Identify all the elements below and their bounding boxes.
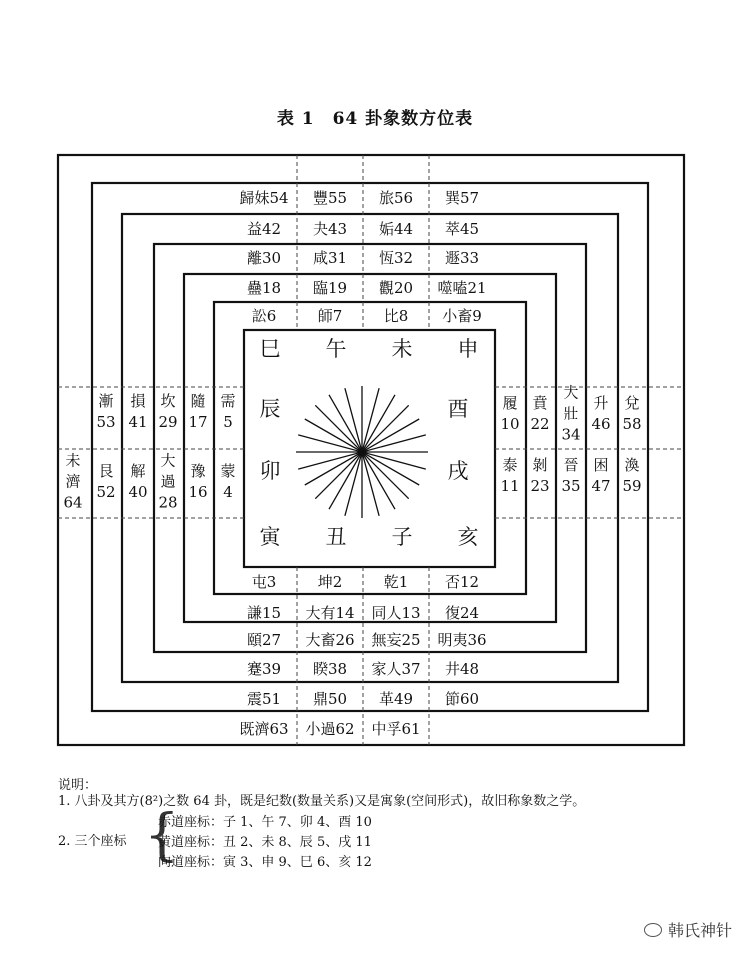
hexagram-right-upper-3: 升 46	[591, 394, 611, 433]
branch-left-0: 辰	[259, 397, 281, 421]
hexagram-bottom-4-3: 節60	[444, 690, 480, 708]
hexagram-left-lower-3: 大過 28	[158, 451, 178, 512]
hexagram-bottom-2-3: 明夷36	[437, 631, 487, 649]
hexagram-top-4-3: 小畜9	[442, 307, 482, 325]
hexagram-bottom-3-0: 蹇39	[246, 660, 282, 678]
hexagram-bottom-1-0: 謙15	[246, 604, 282, 622]
hexagram-left-lower-5: 蒙 4	[220, 462, 236, 501]
note-item-1: 1. 八卦及其方(8²)之数 64 卦，既是纪数(数量关系)又是寓象(空间形式)，故旧称象数之学。	[58, 794, 586, 809]
hexagram-bottom-1-3: 復24	[444, 604, 480, 622]
branch-right-1: 戌	[447, 459, 469, 483]
branch-top-0: 巳	[259, 337, 281, 361]
hexagram-bottom-1-2: 同人13	[371, 604, 421, 622]
hexagram-bottom-2-1: 大畜26	[305, 631, 355, 649]
hexagram-bottom-0-2: 乾1	[383, 573, 409, 591]
hexagram-bottom-0-3: 否12	[444, 573, 480, 591]
branch-bottom-1: 丑	[325, 525, 347, 549]
hexagram-bottom-1-1: 大有14	[305, 604, 355, 622]
hexagram-top-0-1: 豐55	[312, 189, 348, 207]
hexagram-top-0-2: 旅56	[378, 189, 414, 207]
hexagram-top-3-1: 臨19	[312, 279, 348, 297]
hexagram-top-0-0: 歸妹54	[239, 189, 289, 207]
hexagram-left-upper-0: 漸 53	[96, 392, 116, 431]
hexagram-top-4-0: 訟6	[251, 307, 277, 325]
watermark-text: 韩氏神针	[667, 921, 732, 940]
hexagram-top-3-2: 觀20	[378, 279, 414, 297]
coord-equatorial: 赤道座标：子 1、午 7、卯 4、酉 10	[158, 815, 372, 830]
branch-top-1: 午	[325, 337, 347, 361]
hexagram-left-upper-1: 損 41	[128, 392, 148, 431]
hexagram-left-lower-0: 未濟 64	[63, 451, 83, 512]
watermark	[644, 918, 732, 941]
hexagram-bottom-5-1: 小過62	[305, 720, 355, 738]
brace-symbol: {	[144, 803, 180, 868]
hexagram-top-1-1: 夬43	[312, 220, 348, 238]
table-title: 表 1 64 卦象数方位表	[276, 109, 474, 129]
hexagram-top-4-1: 師7	[317, 307, 343, 325]
coord-ecliptic: 黄道座标：丑 2、未 8、辰 5、戌 11	[158, 835, 372, 850]
hexagram-right-lower-1: 剝 23	[530, 456, 550, 495]
hexagram-bottom-3-1: 睽38	[312, 660, 348, 678]
hexagram-left-lower-4: 豫 16	[188, 462, 208, 501]
hexagram-top-1-2: 姤44	[378, 220, 414, 238]
hexagram-left-upper-2: 坎 29	[158, 392, 178, 431]
hexagram-top-2-2: 恆32	[378, 249, 414, 267]
hexagram-top-1-3: 萃45	[444, 220, 480, 238]
hexagram-right-lower-4: 渙 59	[622, 456, 642, 495]
hexagram-left-lower-2: 解 40	[128, 462, 148, 501]
hexagram-right-lower-3: 困 47	[591, 456, 611, 495]
hexagram-top-2-0: 離30	[246, 249, 282, 267]
notes-heading: 说明：	[58, 778, 98, 793]
hexagram-top-3-3: 噬嗑21	[437, 279, 487, 297]
hexagram-bottom-4-0: 震51	[246, 690, 282, 708]
radiating-lines	[296, 386, 428, 518]
hexagram-bottom-2-2: 無妄25	[371, 631, 421, 649]
hexagram-bottom-0-1: 坤2	[317, 573, 343, 591]
branch-right-0: 酉	[447, 397, 469, 421]
hexagram-right-upper-4: 兌 58	[622, 394, 642, 433]
hexagram-right-upper-0: 履 10	[500, 394, 520, 433]
branch-bottom-2: 子	[391, 525, 413, 549]
hexagram-right-upper-2: 大壯 34	[561, 383, 581, 444]
hexagram-right-lower-0: 泰 11	[500, 456, 520, 495]
hexagram-bottom-5-0: 既濟63	[239, 720, 289, 738]
hexagram-bottom-3-3: 井48	[444, 660, 480, 678]
note-item-2-label: 2. 三个座标	[58, 834, 127, 849]
branch-bottom-0: 寅	[259, 525, 281, 549]
hexagram-top-1-0: 益42	[246, 220, 282, 238]
branch-top-3: 申	[457, 337, 479, 361]
branch-top-2: 未	[391, 337, 413, 361]
wechat-icon	[644, 923, 662, 937]
hexagram-left-upper-3: 隨 17	[188, 392, 208, 431]
hexagram-right-upper-1: 賁 22	[530, 394, 550, 433]
hexagram-left-upper-4: 需 5	[220, 392, 236, 431]
hexagram-bottom-5-2: 中孚61	[371, 720, 421, 738]
hexagram-bottom-4-2: 革49	[378, 690, 414, 708]
branch-bottom-3: 亥	[457, 525, 479, 549]
hexagram-bottom-0-0: 屯3	[251, 573, 277, 591]
hexagram-top-4-2: 比8	[383, 307, 409, 325]
hexagram-top-3-0: 蠱18	[246, 279, 282, 297]
coord-directional: 向道座标：寅 3、申 9、巳 6、亥 12	[158, 855, 372, 870]
hexagram-right-lower-2: 晉 35	[561, 456, 581, 495]
hexagram-bottom-3-2: 家人37	[371, 660, 421, 678]
hexagram-bottom-4-1: 鼎50	[312, 690, 348, 708]
hexagram-top-2-1: 咸31	[312, 249, 348, 267]
branch-left-1: 卯	[259, 459, 281, 483]
hexagram-top-2-3: 遯33	[444, 249, 480, 267]
hexagram-left-lower-1: 艮 52	[96, 462, 116, 501]
hexagram-bottom-2-0: 頤27	[246, 631, 282, 649]
hexagram-top-0-3: 巽57	[444, 189, 480, 207]
